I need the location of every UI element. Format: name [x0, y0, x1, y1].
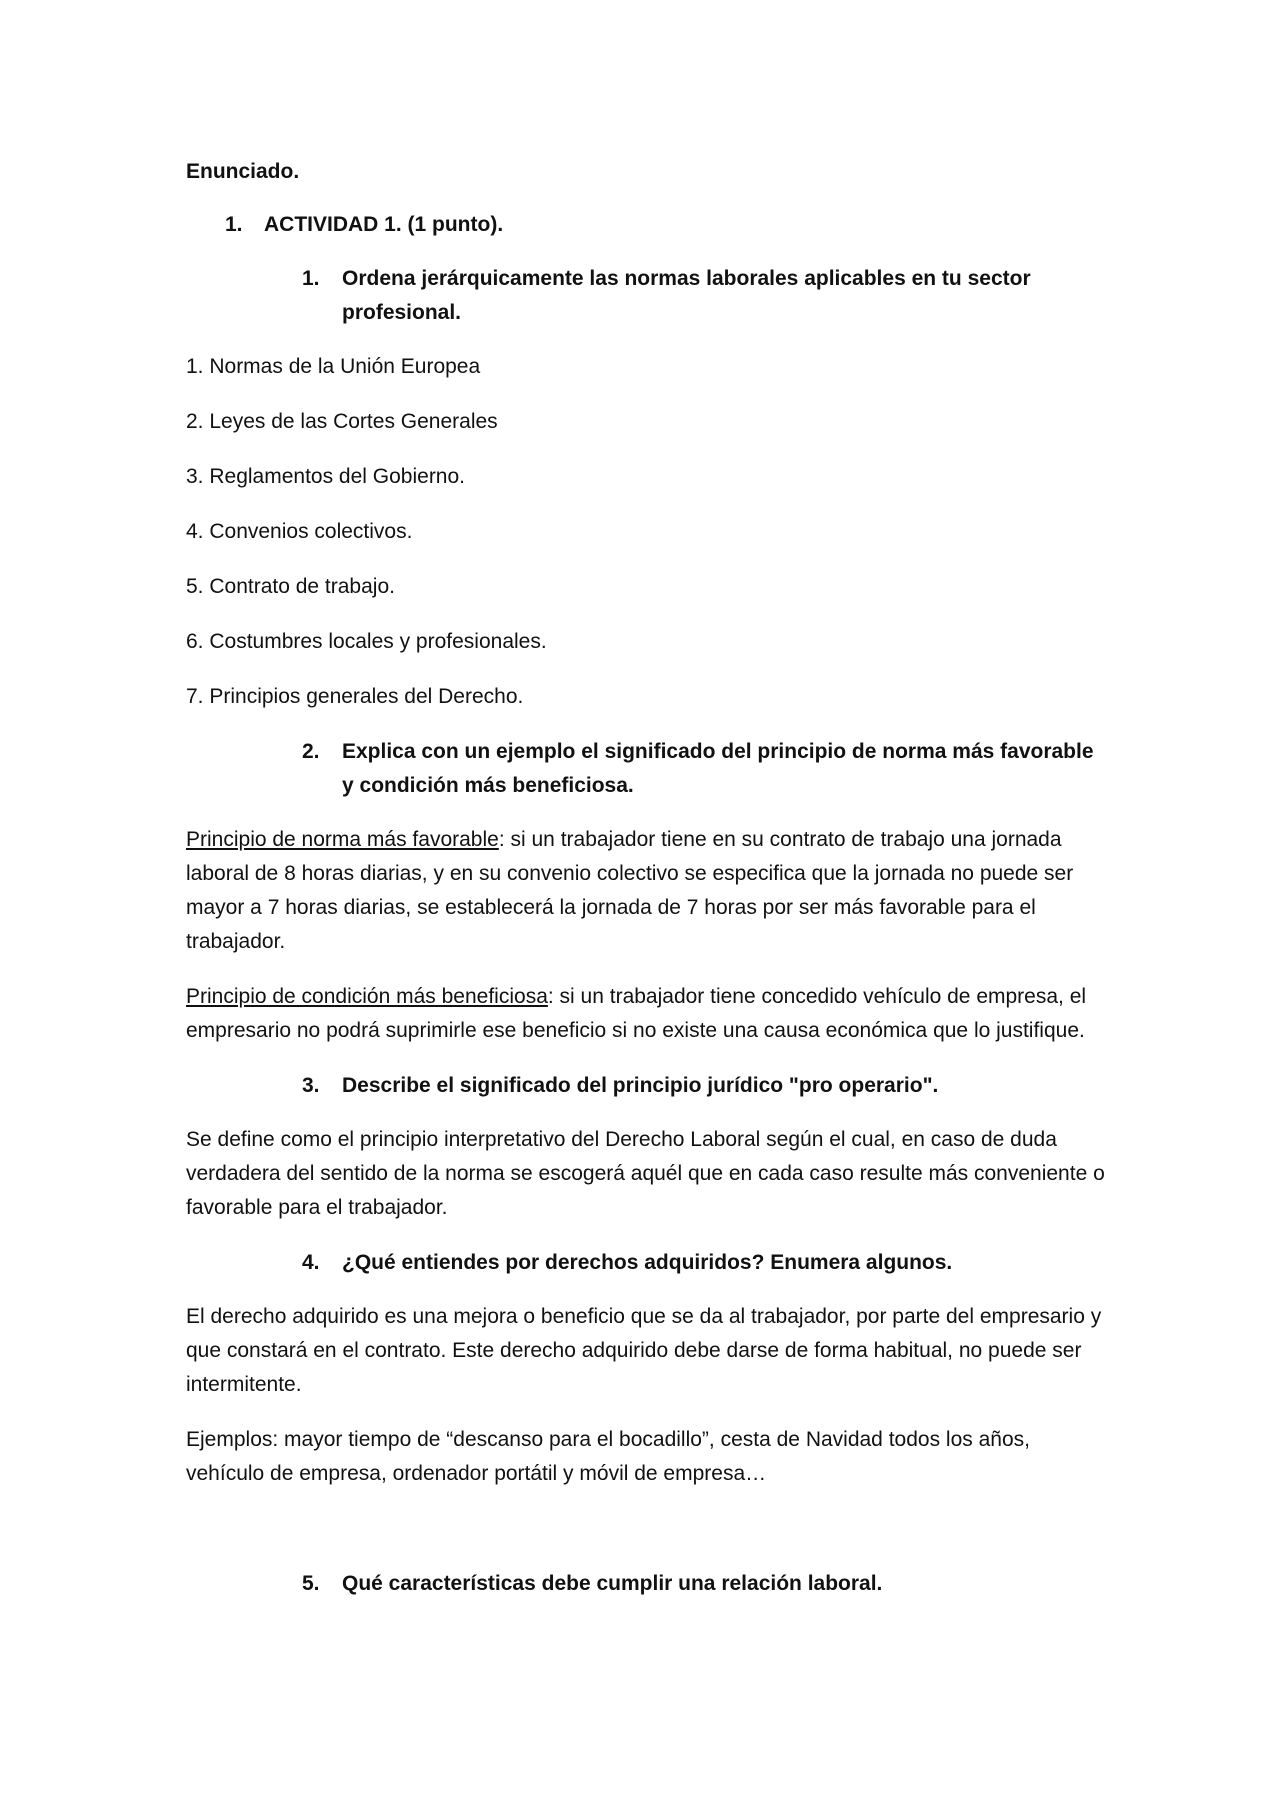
question-1: [186, 262, 1106, 330]
answer-2-text-1: : si un trabajador tiene en su contrato de trabajo una jornada laboral de 8 horas diarias, y en su convenio colectivo se especifica que la jornada no puede ser mayor a 7 horas diarias, se establecerá la jornada de 7 horas por ser más favorable para el trabajador.: [186, 828, 1074, 953]
question-1-text: Ordena jerárquicamente las normas laborales aplicables en tu sector profesional.: [342, 267, 1031, 324]
norms-list-item-3: 3. Reglamentos del Gobierno.: [186, 465, 465, 488]
activity-number: 1.: [225, 213, 243, 236]
question-5-number: 5.: [302, 1572, 320, 1595]
answer-2-paragraph-2: [186, 980, 1106, 1048]
question-2-text: Explica con un ejemplo el significado del principio de norma más favorable y condición más beneficiosa.: [342, 740, 1094, 797]
question-3-text: Describe el significado del principio jurídico "pro operario".: [342, 1074, 939, 1097]
answer-2-text-2: : si un trabajador tiene concedido vehículo de empresa, el empresario no podrá suprimirle ese beneficio si no existe una causa económica que lo justifique.: [186, 985, 1087, 1042]
question-5-text: Qué características debe cumplir una relación laboral.: [342, 1572, 883, 1595]
norms-list-item-7: 7. Principios generales del Derecho.: [186, 685, 524, 708]
question-4: [186, 1246, 1106, 1280]
answer-3-paragraph: Se define como el principio interpretativo del Derecho Laboral según el cual, en caso de duda verdadera del sentido de la norma se escogerá aquél que en cada caso resulte más conveniente o favorable para el trabajador.: [186, 1128, 1105, 1219]
answer-2-term-2: Principio de condición más beneficiosa: [186, 985, 548, 1008]
norms-list-item-1: 1. Normas de la Unión Europea: [186, 355, 481, 378]
document-body: [186, 155, 1106, 1621]
answer-2-paragraph-1: [186, 823, 1106, 959]
question-2-number: 2.: [302, 740, 320, 763]
question-5: [186, 1567, 1106, 1601]
question-3: [186, 1069, 1106, 1103]
question-3-number: 3.: [302, 1074, 320, 1097]
answer-4-paragraph-1: El derecho adquirido es una mejora o beneficio que se da al trabajador, por parte del empresario y que constará en el contrato. Este derecho adquirido debe darse de forma habitual, no puede ser intermitente.: [186, 1305, 1102, 1396]
question-2: [186, 735, 1106, 803]
norms-list-item-4: 4. Convenios colectivos.: [186, 520, 413, 543]
activity-label: ACTIVIDAD 1. (1 punto).: [264, 213, 504, 236]
question-1-number: 1.: [302, 267, 320, 290]
question-4-number: 4.: [302, 1251, 320, 1274]
norms-list-item-2: 2. Leyes de las Cortes Generales: [186, 410, 498, 433]
activity-heading: [186, 208, 1106, 242]
blank-line: [186, 1512, 1106, 1567]
document-title: Enunciado.: [186, 160, 300, 183]
answer-2-term-1: Principio de norma más favorable: [186, 828, 499, 851]
answer-4-paragraph-2: Ejemplos: mayor tiempo de “descanso para el bocadillo”, cesta de Navidad todos los años, vehículo de empresa, ordenador portátil y móvil de empresa…: [186, 1428, 1030, 1485]
norms-list-item-5: 5. Contrato de trabajo.: [186, 575, 395, 598]
question-4-text: ¿Qué entiendes por derechos adquiridos? Enumera algunos.: [342, 1251, 953, 1274]
norms-list-item-6: 6. Costumbres locales y profesionales.: [186, 630, 547, 653]
